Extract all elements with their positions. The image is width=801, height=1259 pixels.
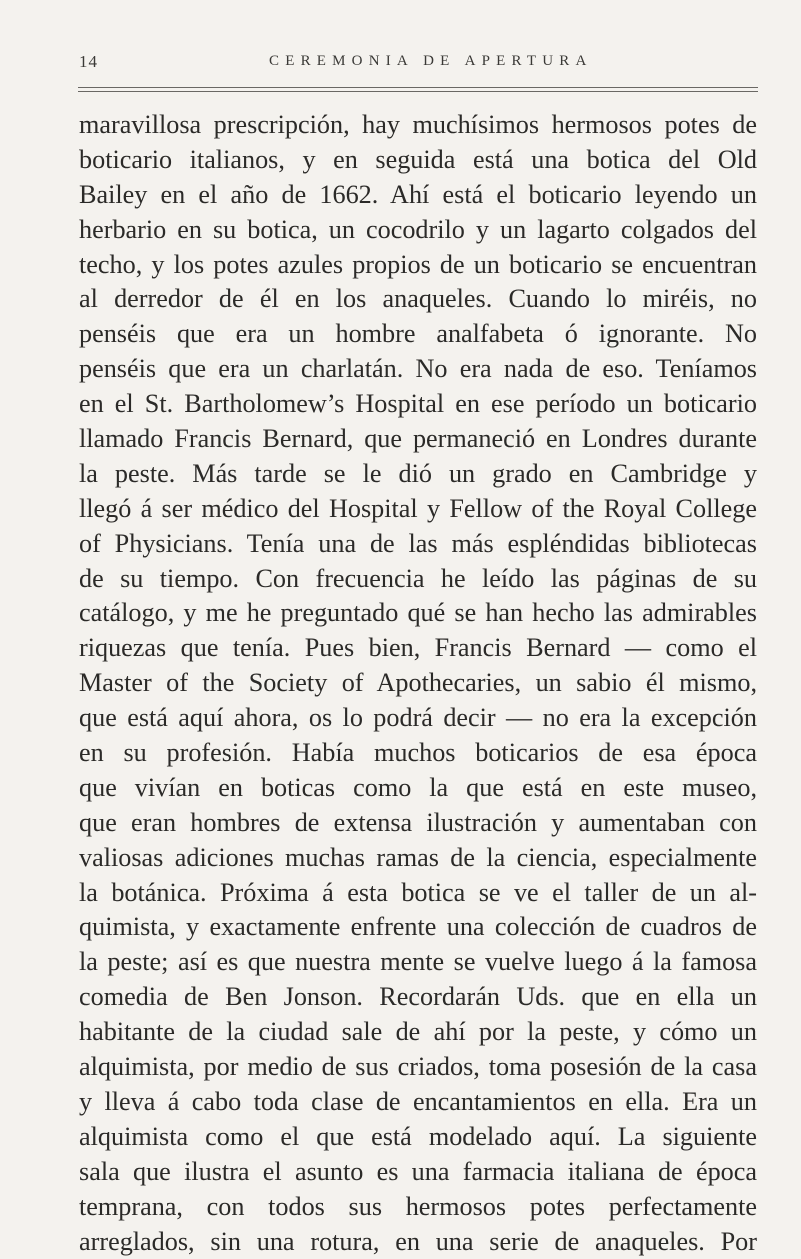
header-rule-upper [78, 87, 758, 88]
text-line: herbario en su botica, un cocodrilo y un lagarto colgados del [79, 213, 757, 248]
text-line: de su tiempo. Con frecuencia he leído las páginas de su [79, 562, 757, 597]
text-line: riquezas que tenía. Pues bien, Francis Bernard — como el [79, 631, 757, 666]
running-title: CEREMONIA DE APERTURA [269, 53, 592, 70]
text-line: techo, y los potes azules propios de un boticario se encuentran [79, 248, 757, 283]
body-text [79, 108, 757, 1259]
running-head [79, 52, 757, 76]
text-line: habitante de la ciudad sale de ahí por la peste, y cómo un [79, 1015, 757, 1050]
text-line: la peste; así es que nuestra mente se vuelve luego á la famosa [79, 945, 757, 980]
text-line: en su profesión. Había muchos boticarios de esa época [79, 736, 757, 771]
text-line: penséis que era un charlatán. No era nada de eso. Teníamos [79, 352, 757, 387]
text-line: en el St. Bartholomew’s Hospital en ese período un boticario [79, 387, 757, 422]
text-line: la botánica. Próxima á esta botica se ve el taller de un al- [79, 876, 757, 911]
text-line: Bailey en el año de 1662. Ahí está el boticario leyendo un [79, 178, 757, 213]
text-line: arreglados, sin una rotura, en una serie de anaqueles. Por [79, 1225, 757, 1259]
text-line: alquimista como el que está modelado aquí. La siguiente [79, 1120, 757, 1155]
text-line: y lleva á cabo toda clase de encantamientos en ella. Era un [79, 1085, 757, 1120]
text-line: of Physicians. Tenía una de las más espléndidas bibliotecas [79, 527, 757, 562]
text-line: llegó á ser médico del Hospital y Fellow of the Royal College [79, 492, 757, 527]
text-line: maravillosa prescripción, hay muchísimos hermosos potes de [79, 108, 757, 143]
text-line: la peste. Más tarde se le dió un grado en Cambridge y [79, 457, 757, 492]
header-rule-lower [78, 91, 758, 92]
text-line: quimista, y exactamente enfrente una colección de cuadros de [79, 910, 757, 945]
text-line: Master of the Society of Apothecaries, un sabio él mismo, [79, 666, 757, 701]
text-line: que vivían en boticas como la que está en este museo, [79, 771, 757, 806]
text-line: catálogo, y me he preguntado qué se han hecho las admirables [79, 596, 757, 631]
text-line: al derredor de él en los anaqueles. Cuando lo miréis, no [79, 282, 757, 317]
text-line: llamado Francis Bernard, que permaneció en Londres durante [79, 422, 757, 457]
text-line: boticario italianos, y en seguida está una botica del Old [79, 143, 757, 178]
text-line: alquimista, por medio de sus criados, toma posesión de la casa [79, 1050, 757, 1085]
text-line: comedia de Ben Jonson. Recordarán Uds. que en ella un [79, 980, 757, 1015]
text-line: que está aquí ahora, os lo podrá decir — no era la excepción [79, 701, 757, 736]
text-line: valiosas adiciones muchas ramas de la ciencia, especialmente [79, 841, 757, 876]
text-line: que eran hombres de extensa ilustración y aumentaban con [79, 806, 757, 841]
page-number: 14 [79, 52, 98, 72]
text-line: temprana, con todos sus hermosos potes perfectamente [79, 1190, 757, 1225]
text-line: penséis que era un hombre analfabeta ó ignorante. No [79, 317, 757, 352]
text-line: sala que ilustra el asunto es una farmacia italiana de época [79, 1155, 757, 1190]
